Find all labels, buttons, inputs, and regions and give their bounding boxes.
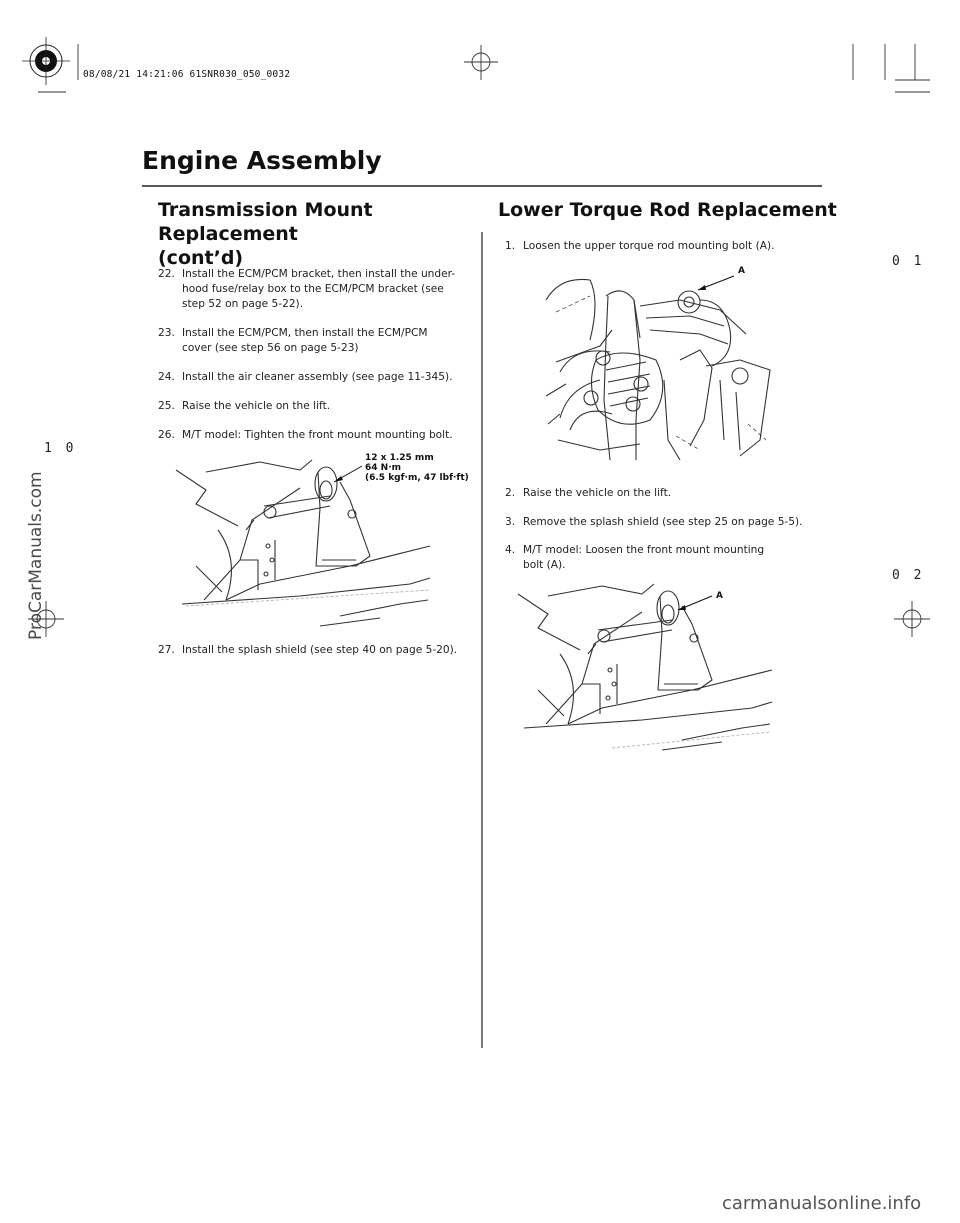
step-25: 25. Raise the vehicle on the lift. (158, 400, 331, 412)
right-section-heading: Lower Torque Rod Replacement (498, 199, 837, 221)
step-26: 26. M/T model: Tighten the front mount mounting bolt. (158, 429, 453, 441)
bottom-watermark: carmanualsonline.info (722, 1193, 922, 1214)
step-22: 22. Install the ECM/PCM bracket, then install the under- hood fuse/relay box to the ECM/PCM bracket (see step 52 on page 5-22). (158, 268, 456, 310)
figure2-callout-a: A (716, 591, 723, 601)
figure1-callout-a: A (738, 266, 745, 276)
margin-mark-02: 0 2 (892, 568, 925, 583)
step-24: 24. Install the air cleaner assembly (see page 11-345). (158, 371, 453, 383)
step-23: 23. Install the ECM/PCM, then install the ECM/PCM cover (see step 56 on page 5-23) (158, 327, 428, 354)
right-step-4: 4. M/T model: Loosen the front mount mounting bolt (A). (505, 544, 765, 571)
margin-mark-01: 0 1 (892, 254, 925, 269)
print-stamp: 08/08/21 14:21:06 61SNR030_050_0032 (83, 69, 291, 80)
right-step-2: 2. Raise the vehicle on the lift. (505, 487, 672, 499)
right-step-1: 1. Loosen the upper torque rod mounting bolt (A). (505, 240, 775, 252)
left-heading-line1: Transmission Mount Replacement (158, 199, 373, 245)
front-mount-torque-spec: 12 x 1.25 mm 64 N·m (6.5 kgf·m, 47 lbf·ft) (365, 453, 469, 483)
side-watermark: ProCarManuals.com (26, 471, 46, 640)
step-27: 27. Install the splash shield (see step 40 on page 5-20). (158, 644, 458, 656)
margin-mark-10: 1 0 (44, 441, 77, 456)
left-heading-line2: (cont’d) (158, 247, 244, 269)
page-title: Engine Assembly (142, 146, 382, 175)
right-step-3: 3. Remove the splash shield (see step 25 on page 5-5). (505, 516, 803, 528)
